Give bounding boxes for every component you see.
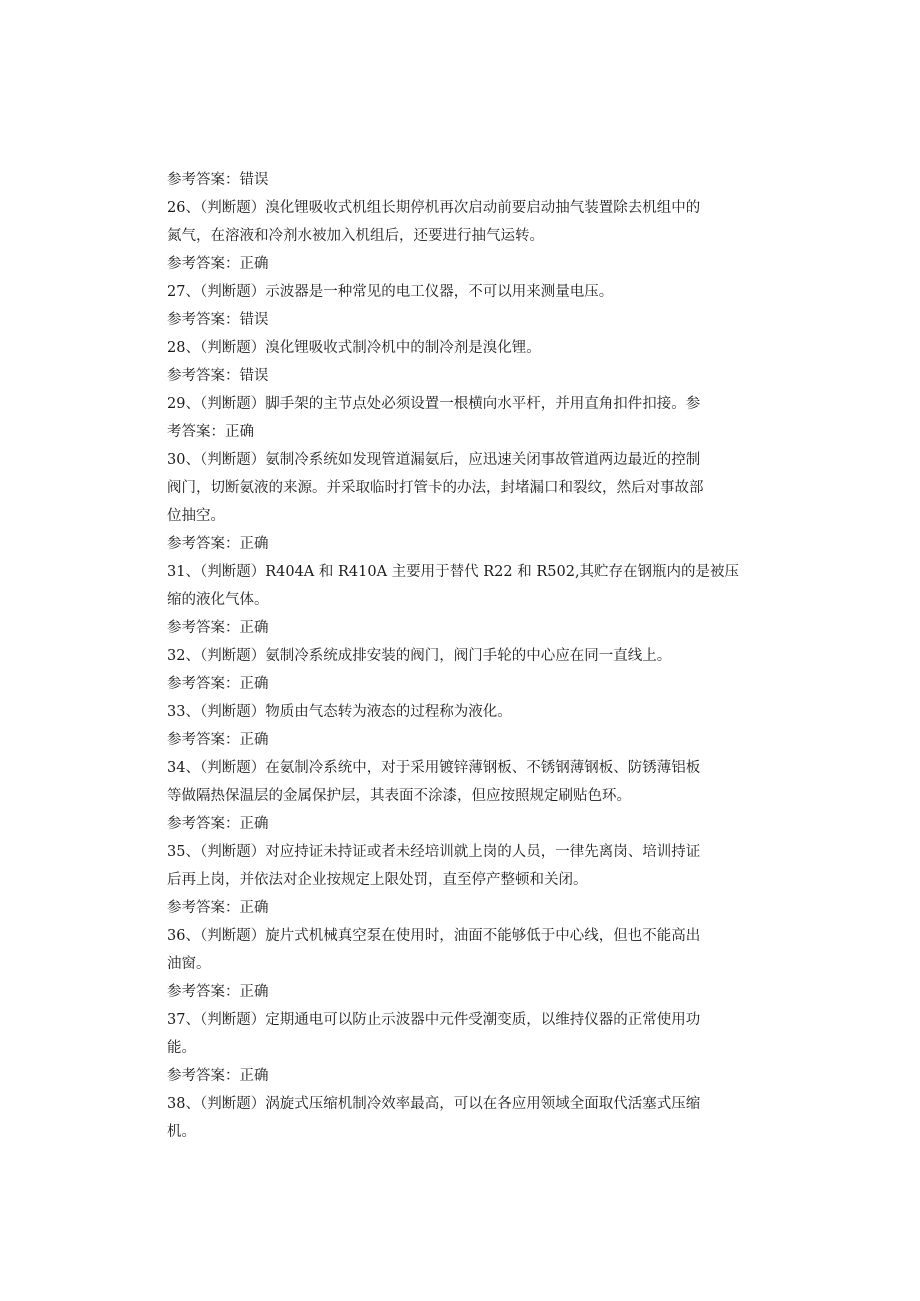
- question-text-line: 32、（判断题）氨制冷系统成排安装的阀门，阀门手轮的中心应在同一直线上。: [167, 648, 672, 664]
- question-text-line: 34、（判断题）在氨制冷系统中，对于采用镀锌薄钢板、不锈钢薄钢板、防锈薄铝板: [167, 760, 701, 776]
- document-page: [167, 166, 757, 1146]
- question-text-line: 30、（判断题）氨制冷系统如发现管道漏氨后，应迅速关闭事故管道两边最近的控制: [167, 452, 701, 468]
- answer-line: [167, 362, 757, 390]
- answer-line: [167, 166, 757, 194]
- answer-line: [167, 978, 757, 1006]
- question-item: [167, 194, 757, 250]
- question-text-line: 33、（判断题）物质由气态转为液态的过程称为液化。: [167, 704, 512, 720]
- question-text-line: 26、（判断题）溴化锂吸收式机组长期停机再次启动前要启动抽气装置除去机组中的: [167, 200, 701, 216]
- answer-line: [167, 306, 757, 334]
- question-item: [167, 642, 757, 670]
- answer-text: 参考答案：错误: [167, 368, 269, 384]
- question-item: [167, 558, 757, 614]
- question-text-line: 位抽空。: [167, 508, 225, 524]
- question-text-line: 氮气，在溶液和冷剂水被加入机组后，还要进行抽气运转。: [167, 228, 544, 244]
- answer-line: [167, 1062, 757, 1090]
- question-text-line: 缩的液化气体。: [167, 592, 269, 608]
- answer-text: 参考答案：正确: [167, 256, 269, 272]
- question-text-line: 阀门，切断氨液的来源。并采取临时打管卡的办法，封堵漏口和裂纹，然后对事故部: [167, 480, 704, 496]
- answer-line: [167, 670, 757, 698]
- question-item: [167, 838, 757, 894]
- question-item: [167, 446, 757, 530]
- answer-text: 参考答案：错误: [167, 172, 269, 188]
- question-item: [167, 278, 757, 306]
- question-text-line: 28、（判断题）溴化锂吸收式制冷机中的制冷剂是溴化锂。: [167, 340, 541, 356]
- answer-text: 参考答案：正确: [167, 676, 269, 692]
- question-text-line: 38、（判断题）涡旋式压缩机制冷效率最高，可以在各应用领域全面取代活塞式压缩: [167, 1096, 701, 1112]
- answer-text: 参考答案：正确: [167, 900, 269, 916]
- answer-line: [167, 530, 757, 558]
- answer-text: 参考答案：正确: [167, 816, 269, 832]
- question-item: [167, 334, 757, 362]
- answer-line: [167, 810, 757, 838]
- question-item: [167, 1090, 757, 1146]
- answer-line: [167, 726, 757, 754]
- answer-line: [167, 614, 757, 642]
- question-text-line: 后再上岗，并依法对企业按规定上限处罚，直至停产整顿和关闭。: [167, 872, 588, 888]
- question-text-line: 31、（判断题）R404A 和 R410A 主要用于替代 R22 和 R502,其贮存在钢瓶内的是被压: [167, 564, 740, 580]
- answer-line: [167, 250, 757, 278]
- question-item: [167, 922, 757, 978]
- question-text-line: 29、（判断题）脚手架的主节点处必须设置一根横向水平杆，并用直角扣件扣接。参: [167, 396, 701, 412]
- answer-text: 参考答案：正确: [167, 984, 269, 1000]
- answer-text: 参考答案：错误: [167, 312, 269, 328]
- question-text-line: 37、（判断题）定期通电可以防止示波器中元件受潮变质，以维持仪器的正常使用功: [167, 1012, 701, 1028]
- question-text-line: 36、（判断题）旋片式机械真空泵在使用时，油面不能够低于中心线，但也不能高出: [167, 928, 701, 944]
- answer-line: [167, 894, 757, 922]
- question-text-line: 机。: [167, 1124, 196, 1140]
- question-text-line: 等做隔热保温层的金属保护层，其表面不涂漆，但应按照规定刷贴色环。: [167, 788, 631, 804]
- question-text-line: 能。: [167, 1040, 196, 1056]
- question-text-line: 考答案：正确: [167, 424, 254, 440]
- question-text-line: 油窗。: [167, 956, 211, 972]
- question-text-line: 27、（判断题）示波器是一种常见的电工仪器，不可以用来测量电压。: [167, 284, 614, 300]
- question-item: [167, 1006, 757, 1062]
- answer-text: 参考答案：正确: [167, 732, 269, 748]
- question-item: [167, 390, 757, 446]
- answer-text: 参考答案：正确: [167, 1068, 269, 1084]
- answer-text: 参考答案：正确: [167, 620, 269, 636]
- question-item: [167, 698, 757, 726]
- answer-text: 参考答案：正确: [167, 536, 269, 552]
- question-item: [167, 754, 757, 810]
- question-text-line: 35、（判断题）对应持证未持证或者未经培训就上岗的人员，一律先离岗、培训持证: [167, 844, 701, 860]
